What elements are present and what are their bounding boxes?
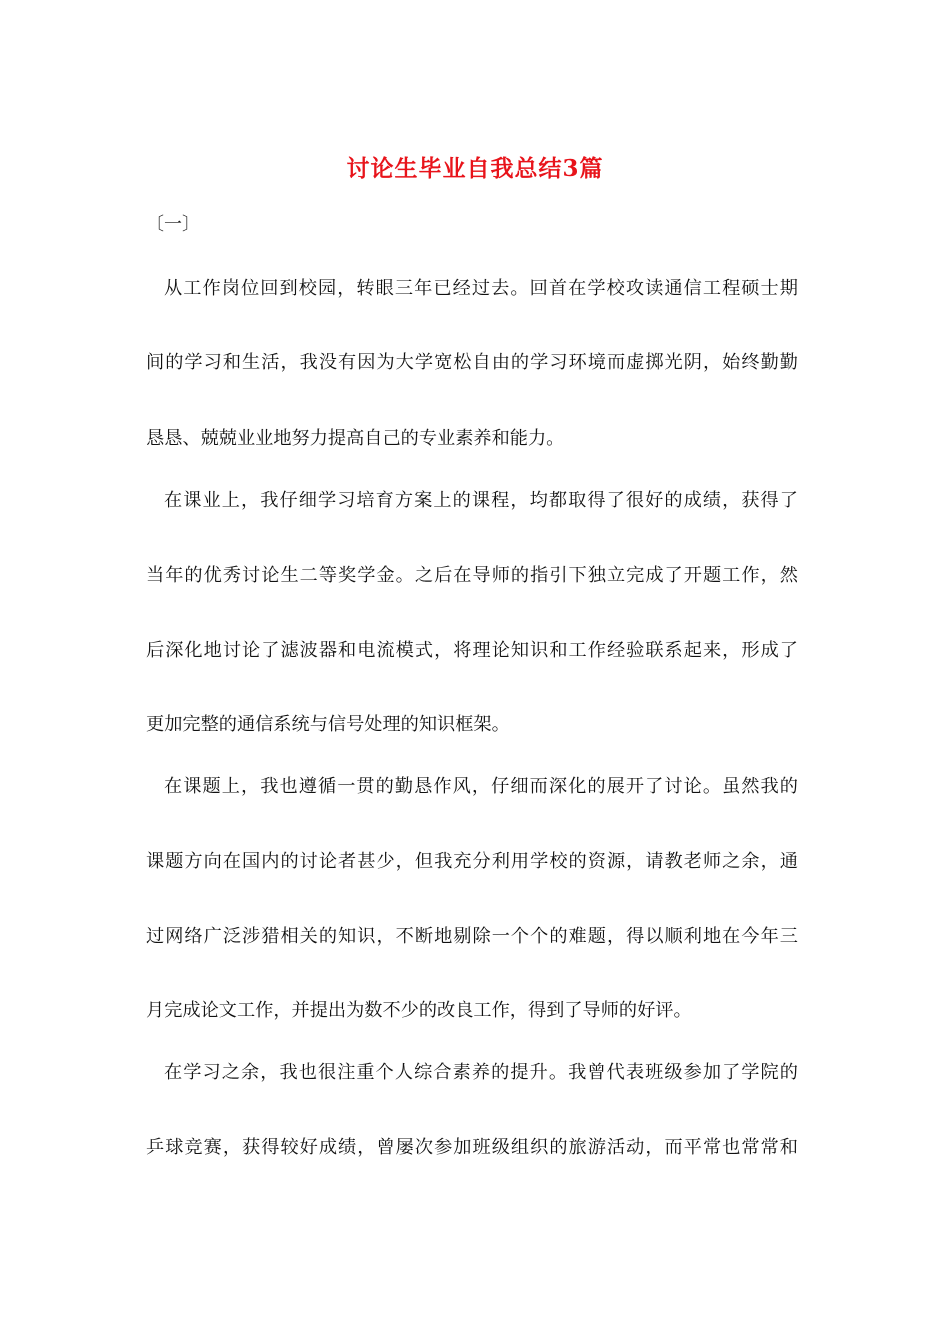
paragraph-line: 月完成论文工作，并提出为数不少的改良工作，得到了导师的好评。 (146, 1000, 692, 1021)
paragraph-line: 过网络广泛涉猎相关的知识，不断地剔除一个个的难题，得以顺利地在今年三 (146, 926, 798, 947)
document-title: 讨论生毕业自我总结3篇 (346, 155, 604, 182)
paragraph-line: 从工作岗位回到校园，转眼三年已经过去。回首在学校攻读通信工程硕士期 (164, 278, 798, 299)
paragraph-line: 后深化地讨论了滤波器和电流模式，将理论知识和工作经验联系起来，形成了 (146, 640, 798, 661)
paragraph-line: 在课题上，我也遵循一贯的勤恳作风，仔细而深化的展开了讨论。虽然我的 (164, 776, 798, 797)
paragraph-line: 课题方向在国内的讨论者甚少，但我充分利用学校的资源，请教老师之余，通 (146, 851, 798, 872)
paragraph-line: 在课业上，我仔细学习培育方案上的课程，均都取得了很好的成绩，获得了 (164, 490, 798, 511)
paragraph-line: 更加完整的通信系统与信号处理的知识框架。 (146, 714, 510, 735)
paragraph-line: 间的学习和生活，我没有因为大学宽松自由的学习环境而虚掷光阴，始终勤勤 (146, 352, 798, 373)
paragraph-line: 恳恳、兢兢业业地努力提高自己的专业素养和能力。 (146, 428, 565, 449)
paragraph-line: 乒球竞赛，获得较好成绩，曾屡次参加班级组织的旅游活动，而平常也常常和 (146, 1137, 798, 1158)
section-label: 〔一〕 (146, 214, 200, 235)
paragraph-line: 在学习之余，我也很注重个人综合素养的提升。我曾代表班级参加了学院的 (164, 1062, 798, 1083)
paragraph-line: 当年的优秀讨论生二等奖学金。之后在导师的指引下独立完成了开题工作，然 (146, 565, 798, 586)
